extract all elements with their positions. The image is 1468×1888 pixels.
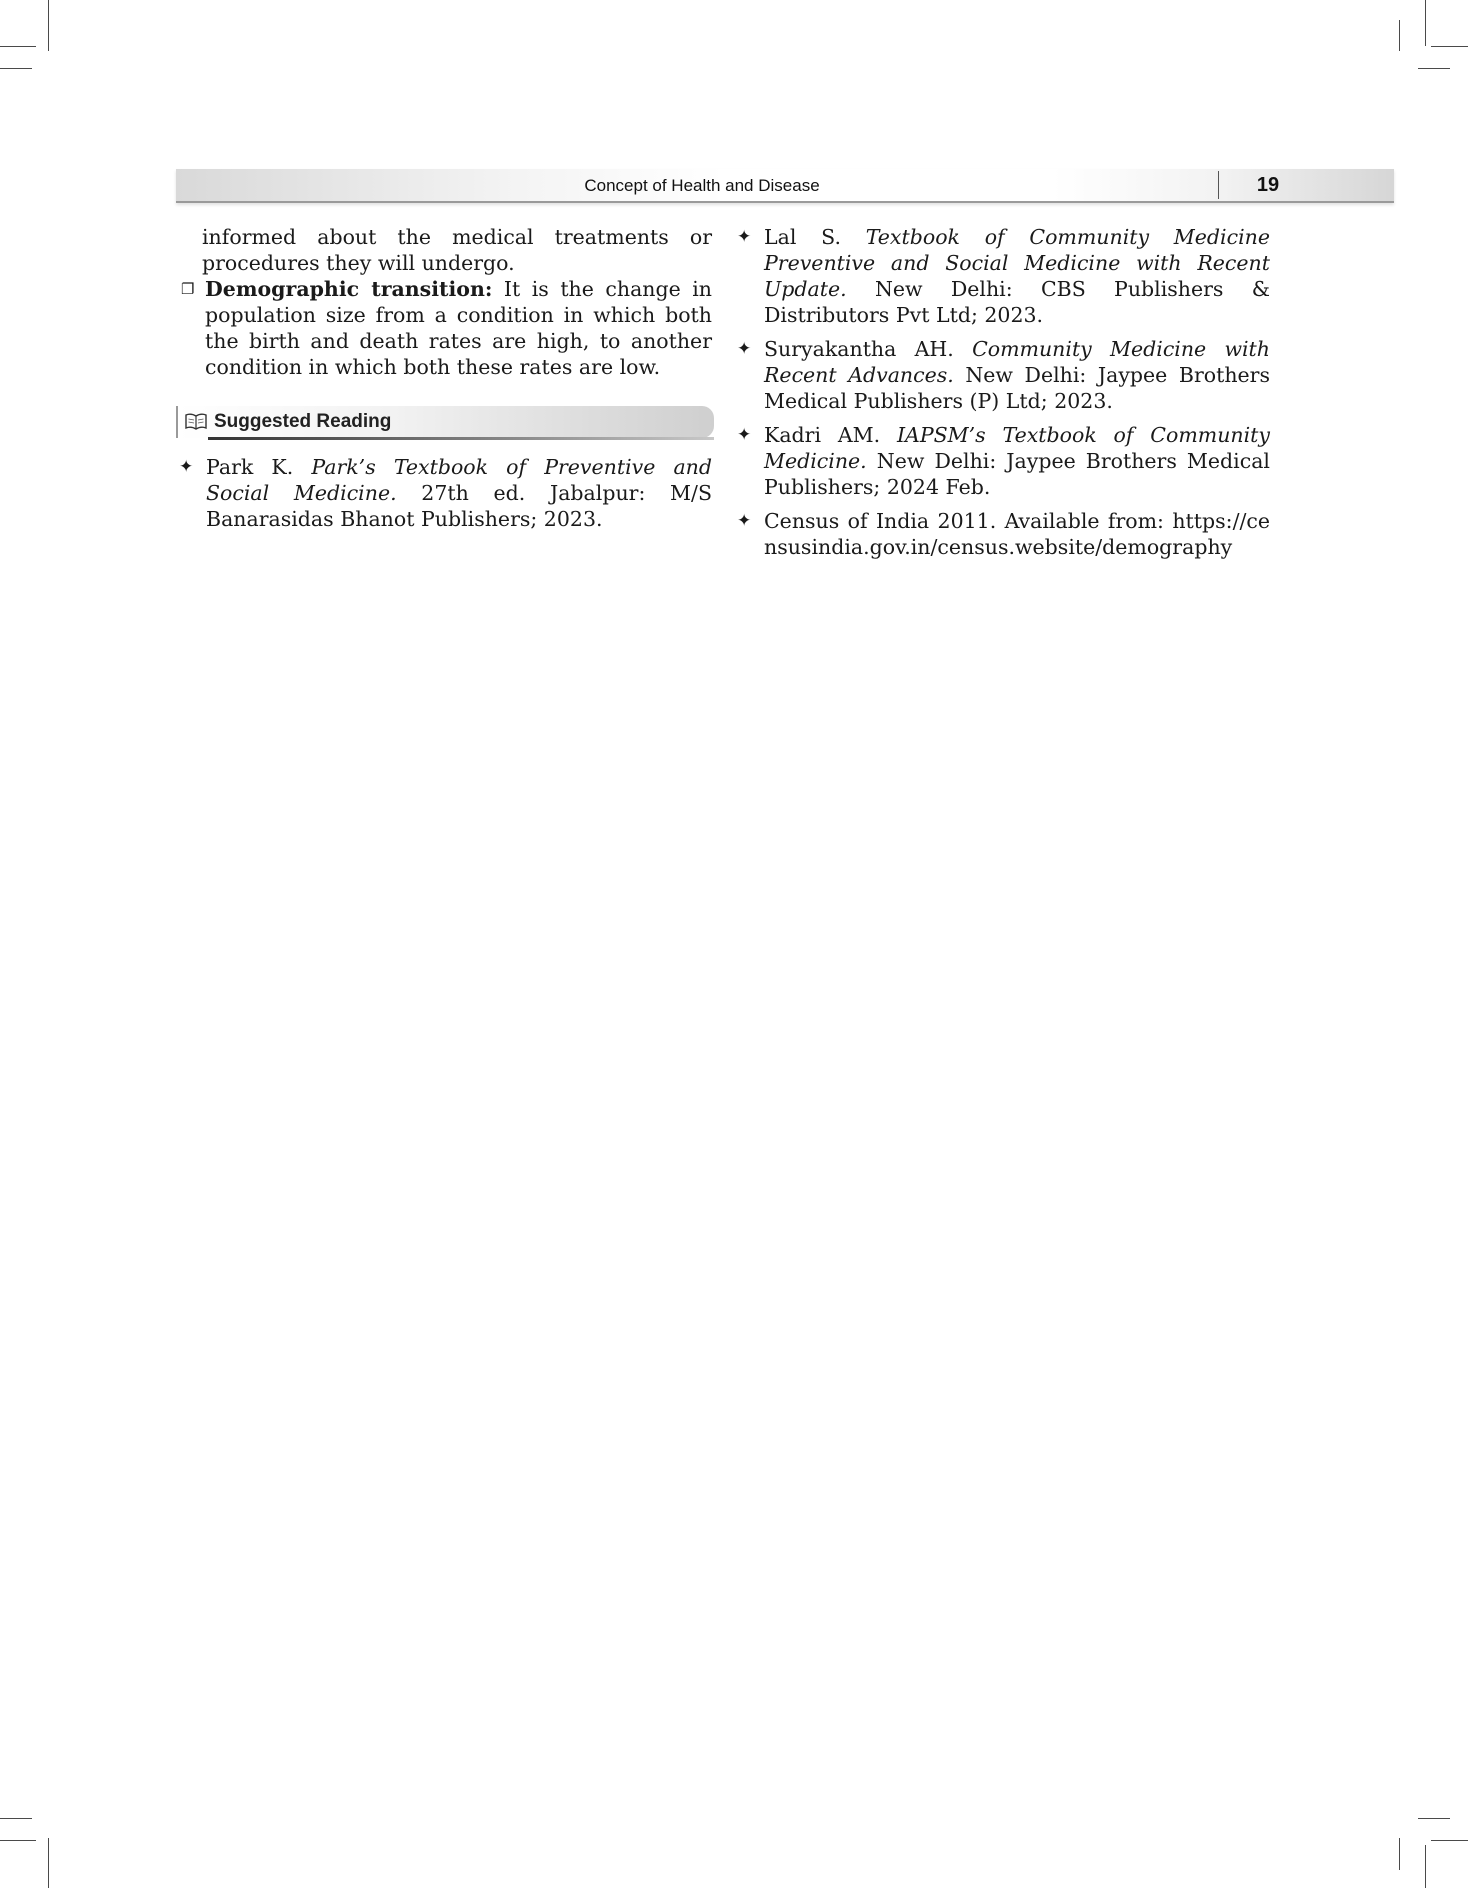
- crop-mark: [1418, 1818, 1450, 1819]
- reference-details: New Delhi: Jaypee Brothers Medical Publishers; 2024 Feb.: [764, 449, 1270, 499]
- star-bullet-icon: ✦: [179, 457, 194, 477]
- reference-text: [206, 454, 712, 532]
- star-bullet-icon: ✦: [737, 425, 752, 445]
- section-title: Suggested Reading: [214, 411, 392, 432]
- continuation-paragraph: informed about the medical treatments or procedures they will undergo.: [202, 225, 712, 275]
- page-number: 19: [1256, 174, 1280, 196]
- reference-text: [764, 224, 1270, 328]
- crop-mark: [1425, 1845, 1426, 1888]
- star-bullet-icon: ✦: [737, 511, 752, 531]
- reference-text: [764, 336, 1270, 414]
- reference-author: Kadri AM.: [764, 423, 897, 447]
- reference-item: [736, 508, 1270, 560]
- crop-mark: [48, 0, 49, 51]
- definition-body: It is the change in population size from a condition in which both the birth and death rates are high, to another condition in which both these rates are low.: [205, 277, 712, 379]
- crop-mark: [0, 68, 32, 69]
- crop-mark: [0, 1818, 32, 1819]
- reference-author: Park K.: [206, 455, 312, 479]
- reference-author: Census of India 2011. Available from: https://censusindia.gov.in/census.website/demography: [764, 509, 1270, 559]
- crop-mark: [0, 1840, 36, 1841]
- reference-item: [736, 422, 1270, 500]
- reference-item: [736, 336, 1270, 414]
- suggested-reading-heading: [176, 406, 714, 438]
- open-book-icon: [184, 411, 208, 431]
- reference-item: [736, 224, 1270, 328]
- reference-item: [178, 454, 712, 532]
- reference-details: New Delhi: CBS Publishers & Distributors Pvt Ltd; 2023.: [764, 277, 1270, 327]
- crop-mark: [1399, 20, 1400, 51]
- reference-text: [764, 508, 1270, 560]
- star-bullet-icon: ✦: [737, 227, 752, 247]
- running-title: Concept of Health and Disease: [584, 176, 820, 195]
- right-column: [736, 224, 1270, 568]
- definition-text: [205, 277, 712, 379]
- left-column: [178, 224, 712, 540]
- crop-mark: [1431, 46, 1468, 47]
- crop-mark: [1399, 1838, 1400, 1870]
- reference-title: Textbook of Community Medicine Preventive and Social Medicine with Recent Update.: [764, 225, 1270, 301]
- header-divider: [1218, 171, 1219, 199]
- running-header: [176, 169, 1394, 203]
- checkbox-bullet-icon: ❐: [181, 280, 195, 298]
- reference-author: Suryakantha AH.: [764, 337, 973, 361]
- crop-mark: [1425, 0, 1426, 46]
- definition-term: Demographic transition:: [205, 277, 493, 301]
- crop-mark: [1418, 68, 1450, 69]
- reference-title: IAPSM’s Textbook of Community Medicine.: [764, 423, 1270, 473]
- reference-title: Park’s Textbook of Preventive and Social Medicine.: [206, 455, 712, 505]
- reference-details: New Delhi: Jaypee Brothers Medical Publishers (P) Ltd; 2023.: [764, 363, 1270, 413]
- crop-mark: [1431, 1840, 1468, 1841]
- reference-author: Lal S.: [764, 225, 866, 249]
- star-bullet-icon: ✦: [737, 339, 752, 359]
- definition-item: [178, 276, 712, 380]
- reference-text: [764, 422, 1270, 500]
- crop-mark: [0, 46, 36, 47]
- crop-mark: [48, 1838, 49, 1888]
- reference-details: 27th ed. Jabalpur: M/S Banarasidas Bhanot Publishers; 2023.: [206, 481, 712, 531]
- reference-title: Community Medicine with Recent Advances.: [764, 337, 1270, 387]
